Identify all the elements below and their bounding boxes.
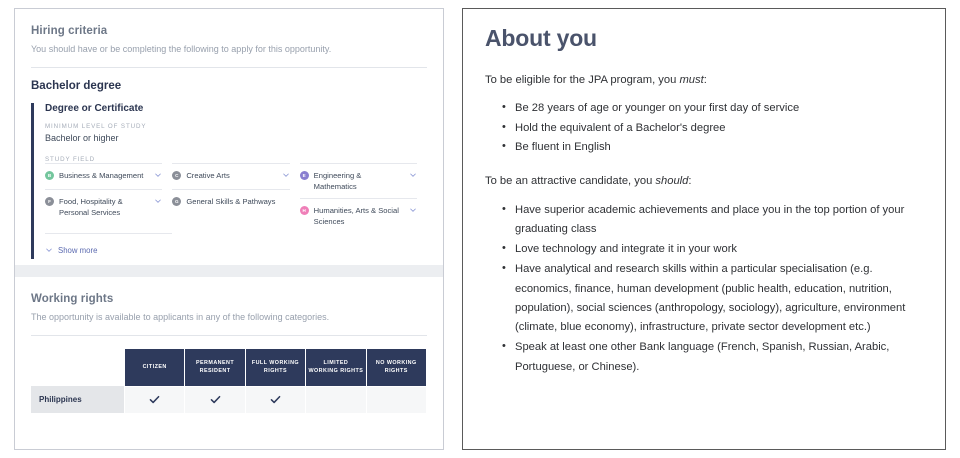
must-list-item: • Hold the equivalent of a Bachelor's degree [515, 119, 923, 138]
study-field-chip[interactable] [45, 189, 162, 224]
hiring-criteria-card [15, 9, 443, 265]
eligibility-lead-prefix: To be eligible for the JPA program, you [485, 74, 680, 86]
check-icon [148, 391, 161, 408]
chevron-down-icon [45, 246, 53, 256]
should-list [485, 201, 923, 377]
study-field-column [300, 163, 427, 233]
eligibility-lead-suffix: : [703, 74, 707, 86]
chevron-down-icon[interactable] [409, 206, 417, 214]
must-list-item: • Be fluent in English [515, 138, 923, 157]
table-cell [366, 386, 426, 413]
table-row-label: Philippines [31, 386, 124, 413]
study-field-badge-icon: B [45, 171, 54, 180]
table-column-header: LIMITED WORKING RIGHTS [306, 348, 366, 386]
study-field-column [45, 163, 172, 233]
show-more-row [45, 233, 172, 259]
study-field-chip[interactable] [45, 163, 162, 189]
study-field-chip[interactable] [172, 189, 289, 215]
table-cell [185, 386, 245, 413]
study-field-badge-icon: E [300, 171, 309, 180]
study-field-label-text: Business & Management [59, 170, 144, 180]
check-icon [209, 391, 222, 408]
divider [31, 67, 427, 68]
study-field-badge-icon: G [172, 197, 181, 206]
show-more-button[interactable] [45, 246, 97, 256]
study-field-column [172, 163, 299, 233]
chevron-down-icon[interactable] [154, 197, 162, 205]
table-header-row [31, 348, 427, 386]
degree-or-certificate-heading: Degree or Certificate [45, 102, 144, 114]
study-field-chip[interactable] [300, 198, 417, 233]
hiring-criteria-title: Hiring criteria [31, 25, 108, 37]
attractive-lead-emphasis: should [655, 175, 689, 188]
working-rights-table [31, 348, 427, 414]
should-list-item: • Love technology and integrate it in your work [515, 240, 923, 259]
hiring-criteria-subtitle: You should have or be completing the following to apply for this opportunity. [31, 44, 332, 54]
minimum-level-of-study-value: Bachelor or higher [45, 132, 119, 143]
table-column-header: NO WORKING RIGHTS [366, 348, 426, 386]
study-field-label-text: Creative Arts [186, 170, 230, 180]
working-rights-card [15, 277, 443, 450]
should-list-item: • Have analytical and research skills within a particular specialisation (e.g. economics, finance, human development (public health, education, nutrition, population), social sciences (anthropology, sociology), agriculture, environment (climate, blue economy), infrastructure, private sector development etc.) [515, 260, 923, 337]
table-cell [245, 386, 305, 413]
table-column-header: CITIZEN [124, 348, 184, 386]
study-field-label-text: Humanities, Arts & Social Sciences [313, 205, 399, 226]
chevron-down-icon[interactable] [154, 171, 162, 179]
study-field-label-text: Food, Hospitality & Personal Services [59, 196, 123, 217]
table-corner-cell [31, 348, 124, 386]
table-column-header: FULL WORKING RIGHTS [245, 348, 305, 386]
about-you-panel [462, 8, 946, 450]
card-separator [15, 265, 443, 277]
must-list [485, 99, 923, 157]
study-field-label: STUDY FIELD [45, 155, 96, 163]
eligibility-lead-emphasis: must [679, 74, 704, 86]
eligibility-lead [485, 72, 923, 89]
attractive-candidate-lead [485, 173, 923, 190]
chevron-down-icon[interactable] [282, 171, 290, 179]
degree-detail-block [31, 103, 427, 259]
study-field-label-text: Engineering & Mathematics [313, 170, 362, 191]
study-field-badge-icon: C [172, 171, 181, 180]
study-field-chip-grid [45, 163, 427, 233]
table-row [31, 386, 427, 413]
about-you-title: About you [485, 25, 597, 51]
hiring-criteria-panel [14, 8, 444, 450]
study-field-badge-icon: F [45, 197, 54, 206]
study-field-chip[interactable] [300, 163, 417, 198]
divider [31, 335, 427, 336]
must-list-item: • Be 28 years of age or younger on your first day of service [515, 99, 923, 118]
attractive-lead-prefix: To be an attractive candidate, you [485, 175, 656, 188]
table-cell [124, 386, 184, 413]
chevron-placeholder [282, 197, 290, 205]
show-more-label: Show more [58, 246, 98, 256]
check-icon [269, 391, 282, 408]
chevron-down-icon[interactable] [409, 171, 417, 179]
table-head [31, 348, 427, 386]
study-field-badge-icon: H [300, 206, 309, 215]
minimum-level-of-study-label: MINIMUM LEVEL OF STUDY [45, 122, 147, 130]
working-rights-title: Working rights [31, 293, 114, 305]
should-list-item: • Have superior academic achievements and place you in the top portion of your graduating class [515, 201, 923, 240]
study-field-chip[interactable] [172, 163, 289, 189]
working-rights-subtitle: The opportunity is available to applicants in any of the following categories. [31, 312, 330, 322]
table-column-header: PERMANENT RESIDENT [185, 348, 245, 386]
table-body [31, 386, 427, 413]
attractive-lead-suffix: : [688, 175, 692, 188]
study-field-label-text: General Skills & Pathways [186, 196, 276, 206]
bachelor-degree-title: Bachelor degree [31, 79, 122, 92]
table-cell [306, 386, 366, 413]
should-list-item: • Speak at least one other Bank language (French, Spanish, Russian, Arabic, Portuguese, or Chinese). [515, 338, 923, 377]
